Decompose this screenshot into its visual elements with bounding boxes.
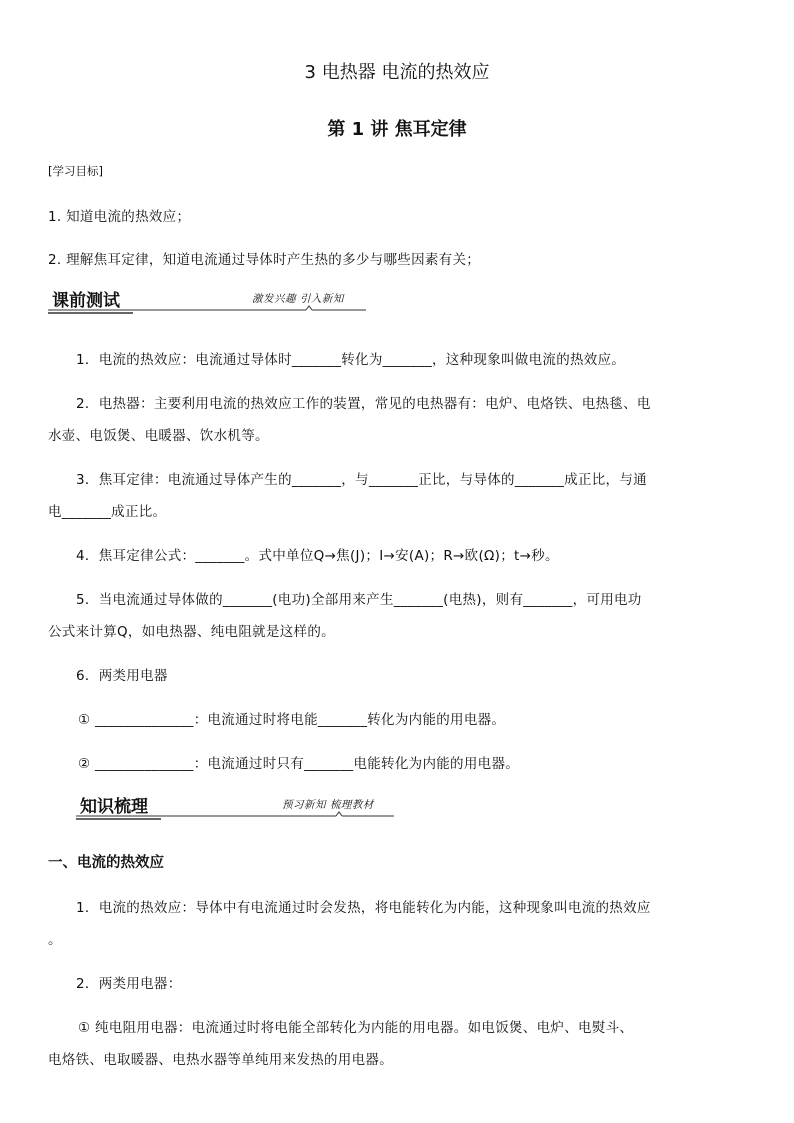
page-title: 3 电热器 电流的热效应 (304, 62, 490, 83)
knowledge-line: 电烙铁、电取暖器、电热水器等单纯用来发热的用电器。 (48, 1052, 393, 1068)
pretest-line: 电_______成正比。 (48, 504, 167, 520)
pretest-header-subtitle: 激发兴趣 引入新知 (252, 293, 344, 305)
knowledge-line: 1．电流的热效应：导体中有电流通过时会发热，将电能转化为内能，这种现象叫电流的热效应 (76, 900, 651, 916)
pretest-line: 3．焦耳定律：电流通过导体产生的_______，与_______正比，与导体的_______成正比，与通 (76, 472, 647, 488)
header-rule (48, 304, 368, 314)
page-subtitle: 第 1 讲 焦耳定律 (327, 119, 467, 140)
section-title: 一、电流的热效应 (48, 855, 164, 871)
pretest-line: 公式来计算Q，如电热器、纯电阻就是这样的。 (48, 624, 335, 640)
pretest-line: ② ______________：电流通过时只有_______电能转化为内能的用电器。 (78, 756, 520, 772)
pretest-header-title: 课前测试 (52, 291, 120, 311)
knowledge-line: ① 纯电阻用电器：电流通过时将电能全部转化为内能的用电器。如电饭煲、电炉、电熨斗、 (78, 1020, 634, 1036)
pretest-line: 2．电热器：主要利用电流的热效应工作的装置，常见的电热器有：电炉、电烙铁、电热毯、电 (76, 396, 651, 412)
objectives-label: [学习目标] (48, 164, 103, 178)
knowledge-header-title: 知识梳理 (80, 797, 148, 817)
knowledge-header (76, 790, 396, 820)
pretest-line: 5．当电流通过导体做的_______(电功)全部用来产生_______(电热)，则有_______，可用电功 (76, 592, 642, 608)
pretest-line: ① ______________：电流通过时将电能_______转化为内能的用电器。 (78, 712, 506, 728)
pretest-header (48, 284, 368, 314)
pretest-line: 1．电流的热效应：电流通过导体时_______转化为_______，这种现象叫做电流的热效应。 (76, 352, 626, 368)
knowledge-line: 2．两类用电器： (76, 976, 182, 992)
knowledge-header-subtitle: 预习新知 梳理教材 (282, 799, 374, 811)
objective-item: 2. 理解焦耳定律，知道电流通过导体时产生热的多少与哪些因素有关； (48, 252, 481, 268)
knowledge-line: 。 (48, 932, 62, 948)
header-rule (76, 810, 396, 820)
pretest-line: 6．两类用电器 (76, 668, 168, 684)
pretest-line: 水壶、电饭煲、电暖器、饮水机等。 (48, 428, 269, 444)
objective-item: 1. 知道电流的热效应； (48, 209, 191, 225)
pretest-line: 4．焦耳定律公式：_______。式中单位Q→焦(J)；I→安(A)；R→欧(Ω)；t→秒。 (76, 548, 559, 564)
